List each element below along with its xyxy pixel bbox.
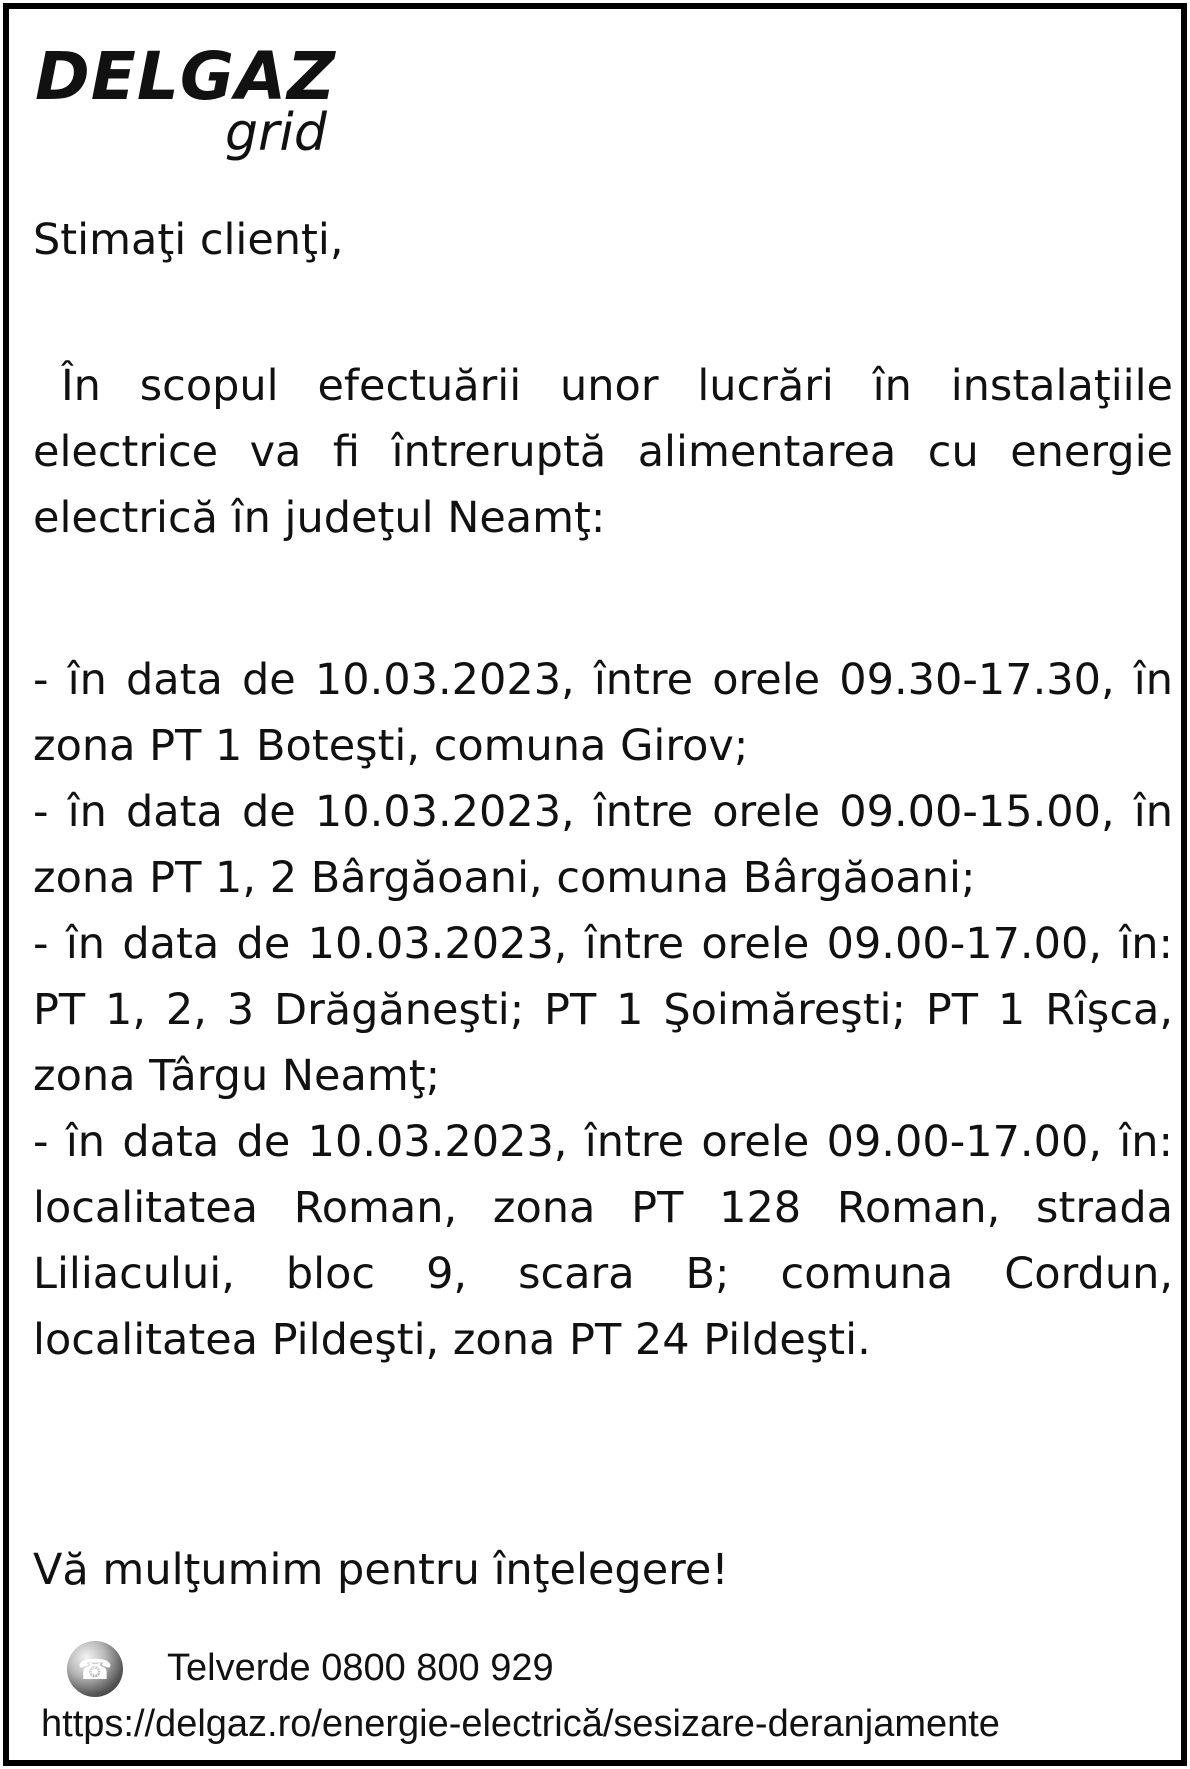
outage-item: - în data de 10.03.2023, între orele 09.00-17.00, în: localitatea Roman, zona PT 128 Roman, strada Liliacului, bloc 9, scara B; comuna Cordun, localitatea Pildeşti, zona PT 24 Pildeşti.: [33, 1117, 1173, 1365]
logo-brand: DELGAZ: [35, 38, 337, 115]
outage-item: - în data de 10.03.2023, între orele 09.00-17.00, în: PT 1, 2, 3 Drăgăneşti; PT 1 Şoimăreşti; PT 1 Rîşca, zona Târgu Neamţ;: [33, 919, 1173, 1101]
delgaz-grid-logo: [35, 39, 365, 169]
intro-paragraph: În scopul efectuării unor lucrări în instalaţiile electrice va fi întreruptă alimentarea cu energie electrică în judeţul Neamţ:: [33, 361, 1173, 543]
phone-label: Telverde 0800 800 929: [167, 1647, 554, 1689]
telephone-icon: ☎: [67, 1641, 123, 1697]
outage-item: - în data de 10.03.2023, între orele 09.30-17.30, în zona PT 1 Boteşti, comuna Girov;: [33, 655, 1173, 771]
greeting: Stimaţi clienţi,: [33, 215, 344, 265]
notice-frame: [3, 3, 1187, 1766]
report-url[interactable]: https://delgaz.ro/energie-electrică/sesizare-deranjamente: [41, 1703, 1000, 1745]
thanks-line: Vă mulţumim pentru înţelegere!: [33, 1545, 729, 1595]
phone-contact: [67, 1641, 867, 1697]
outage-item: - în data de 10.03.2023, între orele 09.00-15.00, în zona PT 1, 2 Bârgăoani, comuna Bârgăoani;: [33, 787, 1173, 903]
outage-list: [33, 647, 1173, 1373]
logo-sub: grid: [225, 103, 327, 163]
